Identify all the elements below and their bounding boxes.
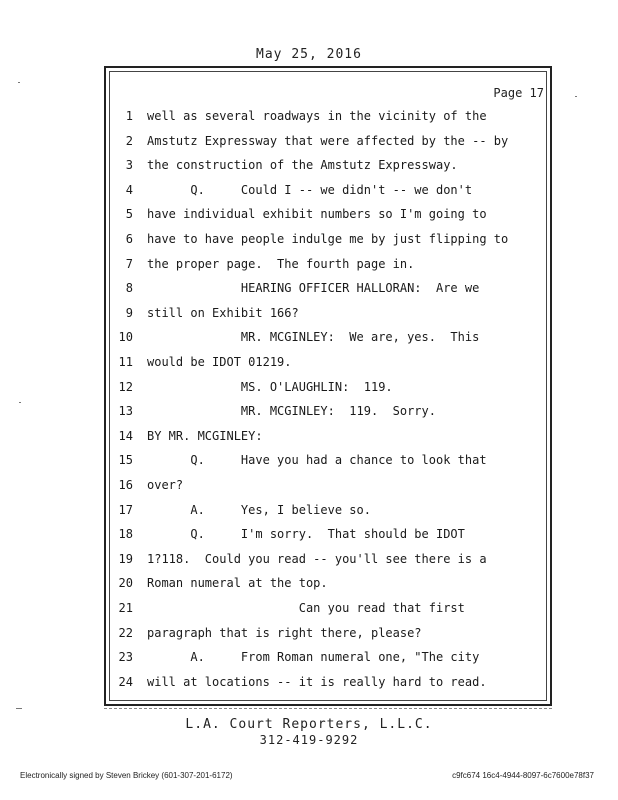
transcript-line — [105, 204, 545, 224]
line-text: would be IDOT 01219. — [147, 355, 292, 369]
transcript-line — [105, 475, 545, 495]
transcript-line — [105, 254, 545, 274]
line-number: 9 — [125, 305, 133, 320]
line-text: A. From Roman numeral one, "The city — [147, 650, 480, 665]
transcript-line — [105, 303, 545, 323]
line-text: Q. Have you had a chance to look that — [147, 453, 487, 468]
line-number: 7 — [125, 256, 133, 271]
line-number: 18 — [118, 527, 133, 542]
transcript-line — [105, 106, 545, 126]
transcript-line — [105, 647, 545, 667]
line-text: Can you read that first — [147, 601, 465, 615]
line-text: MS. O'LAUGHLIN: 119. — [147, 379, 393, 394]
line-number: 12 — [118, 379, 133, 394]
court-reporter-phone: 312-419-9292 — [259, 733, 359, 747]
line-text: A. Yes, I believe so. — [147, 502, 371, 517]
transcript-line — [105, 229, 545, 249]
document-hash: c9fc674 16c4-4944-8097-6c7600e78f37 — [452, 771, 594, 780]
line-text: will at locations -- it is really hard to read. — [147, 674, 487, 689]
scan-speck — [18, 82, 20, 83]
line-number: 2 — [125, 133, 133, 148]
line-text: 1?118. Could you read -- you'll see there is a — [147, 551, 487, 566]
line-number: 16 — [118, 478, 133, 492]
scan-speck — [19, 402, 21, 403]
line-text: paragraph that is right there, please? — [147, 625, 422, 640]
line-number: 8 — [125, 281, 133, 296]
line-number: 17 — [118, 502, 133, 517]
transcript-date: May 25, 2016 — [256, 47, 362, 62]
transcript-line — [105, 549, 545, 569]
transcript-line — [105, 426, 545, 446]
transcript-line — [105, 155, 545, 175]
transcript-line — [105, 377, 545, 397]
line-number: 4 — [125, 182, 133, 197]
line-number: 19 — [118, 551, 133, 566]
transcript-line — [105, 672, 545, 692]
line-text: the proper page. The fourth page in. — [147, 256, 415, 271]
line-text: the construction of the Amstutz Expressway. — [147, 158, 458, 173]
transcript-lines — [105, 0, 545, 700]
line-text: Q. I'm sorry. That should be IDOT — [147, 527, 465, 542]
line-text: BY MR. MCGINLEY: — [147, 428, 263, 443]
line-number: 23 — [118, 650, 133, 665]
line-number: 14 — [118, 428, 133, 443]
transcript-line — [105, 180, 545, 200]
line-text: Q. Could I -- we didn't -- we don't — [147, 182, 473, 197]
line-number: 6 — [125, 232, 133, 246]
line-text: HEARING OFFICER HALLORAN: Are we — [147, 281, 480, 296]
transcript-line — [105, 573, 545, 593]
line-number: 15 — [118, 453, 133, 468]
frame-bottom-shadow — [104, 708, 552, 712]
transcript-line — [105, 278, 545, 298]
line-text: Amstutz Expressway that were affected by the -- by — [147, 133, 509, 148]
line-text: over? — [147, 478, 184, 492]
transcript-line — [105, 352, 545, 372]
line-number: 11 — [118, 355, 133, 369]
transcript-line — [105, 500, 545, 520]
line-text: well as several roadways in the vicinity of the — [147, 109, 487, 123]
line-text: still on Exhibit 166? — [147, 305, 299, 320]
transcript-line — [105, 327, 545, 347]
transcript-line — [105, 598, 545, 618]
line-number: 13 — [118, 404, 133, 419]
transcript-line — [105, 524, 545, 544]
electronic-signature-note: Electronically signed by Steven Brickey (601-307-201-6172) — [20, 771, 233, 780]
line-text: have to have people indulge me by just flipping to — [147, 232, 509, 246]
transcript-line — [105, 450, 545, 470]
line-text: MR. MCGINLEY: We are, yes. This — [147, 330, 480, 345]
transcript-line — [105, 623, 545, 643]
line-number: 22 — [118, 625, 133, 640]
transcript-line — [105, 401, 545, 421]
court-reporter-firm: L.A. Court Reporters, L.L.C. — [185, 717, 433, 732]
scan-speck — [16, 708, 22, 709]
line-number: 20 — [118, 576, 133, 591]
line-number: 24 — [118, 674, 133, 689]
line-number: 21 — [118, 601, 133, 615]
line-number: 3 — [125, 158, 133, 173]
line-number: 1 — [125, 109, 133, 123]
line-number: 10 — [118, 330, 133, 345]
line-number: 5 — [125, 207, 133, 222]
line-text: have individual exhibit numbers so I'm going to — [147, 207, 487, 222]
transcript-line — [105, 131, 545, 151]
line-text: MR. MCGINLEY: 119. Sorry. — [147, 404, 436, 419]
scan-speck — [575, 96, 577, 97]
page-number-label: Page 17 — [493, 86, 544, 100]
line-text: Roman numeral at the top. — [147, 576, 328, 591]
